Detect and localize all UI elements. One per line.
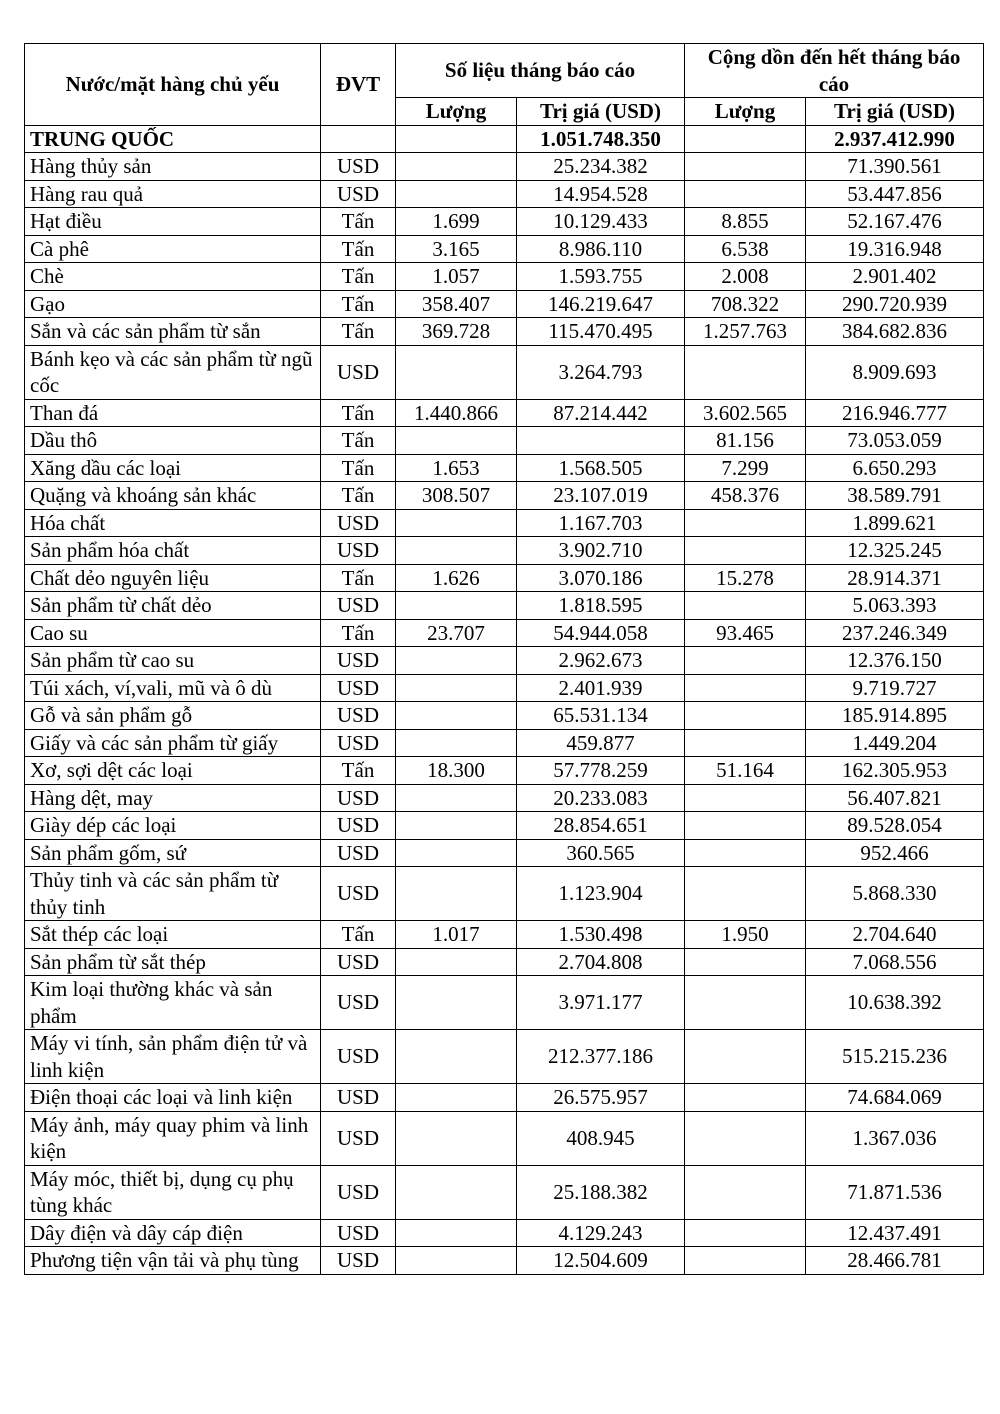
cum-quantity — [685, 812, 806, 840]
month-quantity — [396, 1247, 517, 1275]
month-quantity: 1.057 — [396, 263, 517, 291]
cum-value: 12.325.245 — [806, 537, 984, 565]
cum-value: 290.720.939 — [806, 290, 984, 318]
month-value: 12.504.609 — [517, 1247, 685, 1275]
month-value: 23.107.019 — [517, 482, 685, 510]
unit-cell: Tấn — [321, 399, 396, 427]
month-value: 57.778.259 — [517, 757, 685, 785]
month-value: 1.530.498 — [517, 921, 685, 949]
country-cum-value: 2.937.412.990 — [806, 125, 984, 153]
cum-quantity: 8.855 — [685, 208, 806, 236]
month-quantity — [396, 647, 517, 675]
cum-quantity — [685, 1165, 806, 1219]
unit-cell: USD — [321, 1030, 396, 1084]
commodity-name: Sản phẩm từ cao su — [25, 647, 321, 675]
unit-cell: USD — [321, 729, 396, 757]
month-quantity — [396, 976, 517, 1030]
month-quantity: 18.300 — [396, 757, 517, 785]
month-quantity — [396, 784, 517, 812]
table-row — [25, 537, 984, 565]
country-unit — [321, 125, 396, 153]
unit-cell: USD — [321, 674, 396, 702]
table-row — [25, 318, 984, 346]
month-quantity: 369.728 — [396, 318, 517, 346]
table-row — [25, 345, 984, 399]
month-value: 1.167.703 — [517, 509, 685, 537]
table-row — [25, 1030, 984, 1084]
table-row — [25, 180, 984, 208]
unit-cell: USD — [321, 839, 396, 867]
commodity-name: Xơ, sợi dệt các loại — [25, 757, 321, 785]
cum-quantity — [685, 345, 806, 399]
month-quantity — [396, 1084, 517, 1112]
commodity-name: Dầu thô — [25, 427, 321, 455]
commodity-name: Chè — [25, 263, 321, 291]
unit-cell: USD — [321, 647, 396, 675]
cum-quantity — [685, 784, 806, 812]
cum-value: 9.719.727 — [806, 674, 984, 702]
cum-value: 1.899.621 — [806, 509, 984, 537]
country-cum-quantity — [685, 125, 806, 153]
table-row — [25, 1111, 984, 1165]
cum-quantity — [685, 1219, 806, 1247]
month-quantity: 1.626 — [396, 564, 517, 592]
commodity-name: Hàng rau quả — [25, 180, 321, 208]
cum-value: 237.246.349 — [806, 619, 984, 647]
header-month-quantity: Lượng — [396, 98, 517, 126]
cum-quantity — [685, 1084, 806, 1112]
cum-quantity — [685, 647, 806, 675]
commodity-name: Sản phẩm từ chất dẻo — [25, 592, 321, 620]
cum-value: 952.466 — [806, 839, 984, 867]
month-value: 1.818.595 — [517, 592, 685, 620]
month-value: 87.214.442 — [517, 399, 685, 427]
cum-quantity: 15.278 — [685, 564, 806, 592]
cum-quantity: 51.164 — [685, 757, 806, 785]
month-value: 3.264.793 — [517, 345, 685, 399]
month-value: 54.944.058 — [517, 619, 685, 647]
commodity-name: Cà phê — [25, 235, 321, 263]
table-row — [25, 839, 984, 867]
month-value: 3.070.186 — [517, 564, 685, 592]
month-value: 1.568.505 — [517, 454, 685, 482]
month-value: 10.129.433 — [517, 208, 685, 236]
commodity-name: Máy móc, thiết bị, dụng cụ phụ tùng khác — [25, 1165, 321, 1219]
month-quantity — [396, 153, 517, 181]
unit-cell: USD — [321, 1111, 396, 1165]
month-quantity: 1.017 — [396, 921, 517, 949]
commodity-name: Chất dẻo nguyên liệu — [25, 564, 321, 592]
unit-cell: Tấn — [321, 921, 396, 949]
cum-value: 53.447.856 — [806, 180, 984, 208]
country-name: TRUNG QUỐC — [25, 125, 321, 153]
commodity-name: Gỗ và sản phẩm gỗ — [25, 702, 321, 730]
cum-quantity — [685, 1030, 806, 1084]
month-quantity — [396, 948, 517, 976]
month-value: 146.219.647 — [517, 290, 685, 318]
month-quantity — [396, 1030, 517, 1084]
commodity-name: Sắn và các sản phẩm từ sắn — [25, 318, 321, 346]
header-cumulative-group: Cộng dồn đến hết tháng báo cáo — [685, 44, 984, 98]
cum-value: 5.868.330 — [806, 867, 984, 921]
cum-value: 384.682.836 — [806, 318, 984, 346]
table-row — [25, 867, 984, 921]
cum-value: 38.589.791 — [806, 482, 984, 510]
month-quantity: 1.699 — [396, 208, 517, 236]
unit-cell: USD — [321, 1165, 396, 1219]
table-row — [25, 1247, 984, 1275]
cum-quantity — [685, 867, 806, 921]
unit-cell: USD — [321, 948, 396, 976]
month-quantity — [396, 592, 517, 620]
unit-cell: Tấn — [321, 235, 396, 263]
commodity-name: Sản phẩm gốm, sứ — [25, 839, 321, 867]
month-value: 26.575.957 — [517, 1084, 685, 1112]
unit-cell: USD — [321, 592, 396, 620]
table-row — [25, 729, 984, 757]
unit-cell: USD — [321, 976, 396, 1030]
table-row — [25, 208, 984, 236]
commodity-name: Giày dép các loại — [25, 812, 321, 840]
cum-quantity — [685, 729, 806, 757]
month-value: 25.234.382 — [517, 153, 685, 181]
unit-cell: USD — [321, 867, 396, 921]
cum-value: 56.407.821 — [806, 784, 984, 812]
header-cum-quantity: Lượng — [685, 98, 806, 126]
table-row — [25, 509, 984, 537]
cum-value: 73.053.059 — [806, 427, 984, 455]
month-value: 25.188.382 — [517, 1165, 685, 1219]
commodity-name: Máy vi tính, sản phẩm điện tử và linh kiện — [25, 1030, 321, 1084]
cum-value: 6.650.293 — [806, 454, 984, 482]
month-quantity — [396, 839, 517, 867]
commodity-name: Hạt điều — [25, 208, 321, 236]
month-quantity — [396, 1165, 517, 1219]
cum-quantity: 93.465 — [685, 619, 806, 647]
cum-value: 515.215.236 — [806, 1030, 984, 1084]
cum-value: 71.390.561 — [806, 153, 984, 181]
country-month-quantity — [396, 125, 517, 153]
unit-cell: Tấn — [321, 482, 396, 510]
unit-cell: USD — [321, 345, 396, 399]
table-row — [25, 263, 984, 291]
cum-quantity — [685, 509, 806, 537]
month-value: 212.377.186 — [517, 1030, 685, 1084]
cum-quantity — [685, 702, 806, 730]
cum-value: 2.704.640 — [806, 921, 984, 949]
table-row — [25, 1084, 984, 1112]
unit-cell: USD — [321, 702, 396, 730]
month-value: 1.593.755 — [517, 263, 685, 291]
cum-value: 12.376.150 — [806, 647, 984, 675]
cum-value: 216.946.777 — [806, 399, 984, 427]
month-value: 14.954.528 — [517, 180, 685, 208]
cum-value: 162.305.953 — [806, 757, 984, 785]
table-row — [25, 647, 984, 675]
cum-value: 12.437.491 — [806, 1219, 984, 1247]
cum-quantity — [685, 180, 806, 208]
unit-cell: Tấn — [321, 564, 396, 592]
commodity-name: Phương tiện vận tải và phụ tùng — [25, 1247, 321, 1275]
cum-quantity: 7.299 — [685, 454, 806, 482]
table-row — [25, 290, 984, 318]
cum-value: 28.466.781 — [806, 1247, 984, 1275]
commodity-name: Máy ảnh, máy quay phim và linh kiện — [25, 1111, 321, 1165]
cum-value: 28.914.371 — [806, 564, 984, 592]
commodity-name: Sản phẩm từ sắt thép — [25, 948, 321, 976]
cum-quantity: 458.376 — [685, 482, 806, 510]
table-body — [25, 125, 984, 1274]
month-value: 2.401.939 — [517, 674, 685, 702]
month-value: 1.123.904 — [517, 867, 685, 921]
cum-quantity: 3.602.565 — [685, 399, 806, 427]
unit-cell: USD — [321, 180, 396, 208]
cum-value: 71.871.536 — [806, 1165, 984, 1219]
cum-quantity — [685, 592, 806, 620]
commodity-name: Giấy và các sản phẩm từ giấy — [25, 729, 321, 757]
unit-cell: USD — [321, 1084, 396, 1112]
table-row — [25, 1165, 984, 1219]
table-row — [25, 235, 984, 263]
commodity-name: Bánh kẹo và các sản phẩm từ ngũ cốc — [25, 345, 321, 399]
unit-cell: Tấn — [321, 318, 396, 346]
cum-value: 5.063.393 — [806, 592, 984, 620]
commodity-name: Dây điện và dây cáp điện — [25, 1219, 321, 1247]
unit-cell: Tấn — [321, 454, 396, 482]
unit-cell: Tấn — [321, 263, 396, 291]
month-quantity: 23.707 — [396, 619, 517, 647]
unit-cell: Tấn — [321, 619, 396, 647]
month-quantity: 1.440.866 — [396, 399, 517, 427]
month-quantity — [396, 427, 517, 455]
cum-value: 10.638.392 — [806, 976, 984, 1030]
commodity-name: Kim loại thường khác và sản phẩm — [25, 976, 321, 1030]
unit-cell: USD — [321, 1247, 396, 1275]
commodity-name: Hóa chất — [25, 509, 321, 537]
table-row — [25, 948, 984, 976]
cum-quantity — [685, 537, 806, 565]
commodity-name: Túi xách, ví,vali, mũ và ô dù — [25, 674, 321, 702]
month-value: 360.565 — [517, 839, 685, 867]
unit-cell: USD — [321, 509, 396, 537]
commodity-name: Than đá — [25, 399, 321, 427]
commodity-name: Hàng dệt, may — [25, 784, 321, 812]
table-row — [25, 784, 984, 812]
unit-cell: USD — [321, 784, 396, 812]
month-quantity — [396, 537, 517, 565]
unit-cell: Tấn — [321, 427, 396, 455]
month-quantity — [396, 812, 517, 840]
month-quantity — [396, 867, 517, 921]
cum-quantity — [685, 674, 806, 702]
cum-value: 7.068.556 — [806, 948, 984, 976]
month-quantity: 1.653 — [396, 454, 517, 482]
table-row — [25, 153, 984, 181]
month-quantity: 308.507 — [396, 482, 517, 510]
cum-value: 8.909.693 — [806, 345, 984, 399]
table-row — [25, 427, 984, 455]
month-value: 3.971.177 — [517, 976, 685, 1030]
cum-quantity: 1.257.763 — [685, 318, 806, 346]
header-unit: ĐVT — [321, 44, 396, 126]
month-quantity — [396, 1219, 517, 1247]
table-row — [25, 454, 984, 482]
cum-value: 52.167.476 — [806, 208, 984, 236]
header-row-top — [25, 44, 984, 98]
cum-quantity: 6.538 — [685, 235, 806, 263]
month-value: 2.704.808 — [517, 948, 685, 976]
commodity-name: Thủy tinh và các sản phẩm từ thủy tinh — [25, 867, 321, 921]
unit-cell: USD — [321, 812, 396, 840]
commodity-name: Sản phẩm hóa chất — [25, 537, 321, 565]
month-quantity — [396, 345, 517, 399]
table-header — [25, 44, 984, 126]
table-row — [25, 921, 984, 949]
table-row — [25, 757, 984, 785]
month-value: 28.854.651 — [517, 812, 685, 840]
month-value: 408.945 — [517, 1111, 685, 1165]
month-value: 8.986.110 — [517, 235, 685, 263]
commodity-name: Cao su — [25, 619, 321, 647]
month-quantity — [396, 702, 517, 730]
header-month-value: Trị giá (USD) — [517, 98, 685, 126]
unit-cell: Tấn — [321, 208, 396, 236]
cum-quantity — [685, 976, 806, 1030]
table-row — [25, 482, 984, 510]
month-value: 459.877 — [517, 729, 685, 757]
month-value: 4.129.243 — [517, 1219, 685, 1247]
trade-table — [24, 43, 984, 1275]
cum-value: 19.316.948 — [806, 235, 984, 263]
table-row — [25, 812, 984, 840]
unit-cell: USD — [321, 537, 396, 565]
cum-quantity — [685, 1247, 806, 1275]
header-month-group: Số liệu tháng báo cáo — [396, 44, 685, 98]
month-quantity — [396, 729, 517, 757]
commodity-name: Hàng thủy sản — [25, 153, 321, 181]
cum-quantity — [685, 1111, 806, 1165]
header-commodity: Nước/mặt hàng chủ yếu — [25, 44, 321, 126]
unit-cell: Tấn — [321, 757, 396, 785]
month-quantity — [396, 1111, 517, 1165]
table-row — [25, 702, 984, 730]
table-row — [25, 564, 984, 592]
month-value: 3.902.710 — [517, 537, 685, 565]
month-value: 115.470.495 — [517, 318, 685, 346]
month-quantity: 358.407 — [396, 290, 517, 318]
cum-quantity: 2.008 — [685, 263, 806, 291]
table-row — [25, 399, 984, 427]
country-row — [25, 125, 984, 153]
cum-value: 1.449.204 — [806, 729, 984, 757]
commodity-name: Gạo — [25, 290, 321, 318]
cum-quantity: 81.156 — [685, 427, 806, 455]
unit-cell: Tấn — [321, 290, 396, 318]
month-value: 2.962.673 — [517, 647, 685, 675]
month-value — [517, 427, 685, 455]
commodity-name: Điện thoại các loại và linh kiện — [25, 1084, 321, 1112]
table-row — [25, 674, 984, 702]
commodity-name: Sắt thép các loại — [25, 921, 321, 949]
table-row — [25, 619, 984, 647]
month-quantity — [396, 180, 517, 208]
cum-value: 74.684.069 — [806, 1084, 984, 1112]
cum-value: 2.901.402 — [806, 263, 984, 291]
cum-quantity — [685, 153, 806, 181]
cum-quantity — [685, 839, 806, 867]
month-quantity — [396, 509, 517, 537]
month-value: 65.531.134 — [517, 702, 685, 730]
table-row — [25, 592, 984, 620]
cum-value: 89.528.054 — [806, 812, 984, 840]
month-value: 20.233.083 — [517, 784, 685, 812]
table-row — [25, 976, 984, 1030]
table-row — [25, 1219, 984, 1247]
commodity-name: Quặng và khoáng sản khác — [25, 482, 321, 510]
unit-cell: USD — [321, 1219, 396, 1247]
cum-quantity: 708.322 — [685, 290, 806, 318]
commodity-name: Xăng dầu các loại — [25, 454, 321, 482]
unit-cell: USD — [321, 153, 396, 181]
header-cum-value: Trị giá (USD) — [806, 98, 984, 126]
month-quantity: 3.165 — [396, 235, 517, 263]
cum-quantity: 1.950 — [685, 921, 806, 949]
month-quantity — [396, 674, 517, 702]
cum-value: 185.914.895 — [806, 702, 984, 730]
country-month-value: 1.051.748.350 — [517, 125, 685, 153]
cum-quantity — [685, 948, 806, 976]
cum-value: 1.367.036 — [806, 1111, 984, 1165]
